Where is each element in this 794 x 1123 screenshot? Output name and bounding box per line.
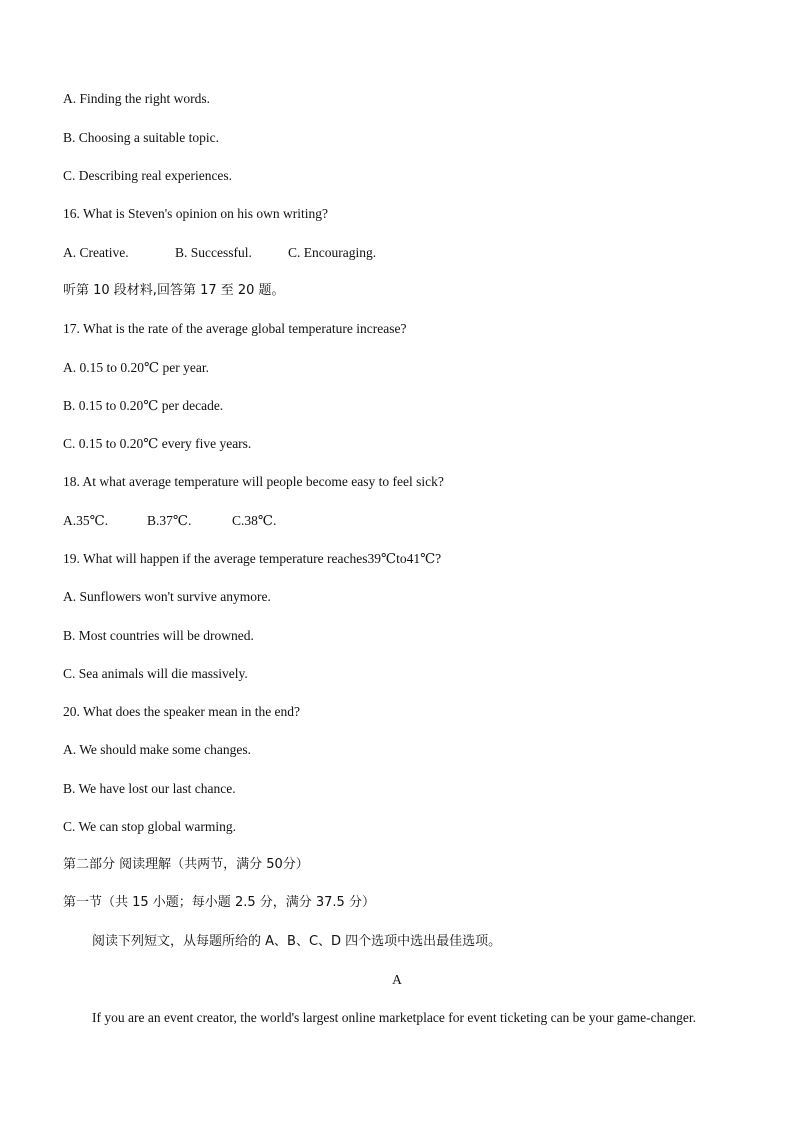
q20-option-b: B. We have lost our last chance. <box>63 781 236 796</box>
reading-instruction: 阅读下列短文，从每题所给的 A、B、C、D 四个选项中选出最佳选项。 <box>92 934 502 949</box>
q17-option-a: A. 0.15 to 0.20℃ per year. <box>63 360 209 375</box>
q16-options <box>63 244 734 262</box>
q20-option-c: C. We can stop global warming. <box>63 819 237 834</box>
q19-option-b: B. Most countries will be drowned. <box>63 628 254 643</box>
passage-label: A <box>392 972 402 987</box>
q17-option-b: B. 0.15 to 0.20℃ per decade. <box>63 398 224 413</box>
q18-option-c: C.38℃. <box>232 513 277 528</box>
q18-options <box>63 512 734 530</box>
q20-question: 20. What does the speaker mean in the end? <box>63 704 301 719</box>
passage-first-line: If you are an event creator, the world's largest online marketplace for event ticketing can be your game-changer. <box>92 1010 697 1025</box>
q17-question: 17. What is the rate of the average global temperature increase? <box>63 321 407 336</box>
q18-option-b: B.37℃. <box>147 513 192 528</box>
q16-option-a: A. Creative. <box>63 245 129 260</box>
q20-option-a: A. We should make some changes. <box>63 742 251 757</box>
q19-question: 19. What will happen if the average temperature reaches39℃to41℃? <box>63 551 442 566</box>
section-10-instruction: 听第 10 段材料,回答第 17 至 20 题。 <box>63 283 285 298</box>
q19-option-a: A. Sunflowers won't survive anymore. <box>63 589 271 604</box>
q15-option-c: C. Describing real experiences. <box>63 168 233 183</box>
section1-heading: 第一节（共 15 小题；每小题 2.5 分，满分 37.5 分） <box>63 895 375 910</box>
q15-option-a: A. Finding the right words. <box>63 91 210 106</box>
q16-option-c: C. Encouraging. <box>288 245 377 260</box>
q18-option-a: A.35℃. <box>63 513 109 528</box>
q18-question: 18. At what average temperature will people become easy to feel sick? <box>63 474 444 489</box>
part2-heading: 第二部分 阅读理解（共两节，满分 50分） <box>63 857 309 872</box>
q19-option-c: C. Sea animals will die massively. <box>63 666 248 681</box>
q16-question: 16. What is Steven's opinion on his own writing? <box>63 206 329 221</box>
q15-option-b: B. Choosing a suitable topic. <box>63 130 219 145</box>
q16-option-b: B. Successful. <box>175 245 252 260</box>
q17-option-c: C. 0.15 to 0.20℃ every five years. <box>63 436 252 451</box>
